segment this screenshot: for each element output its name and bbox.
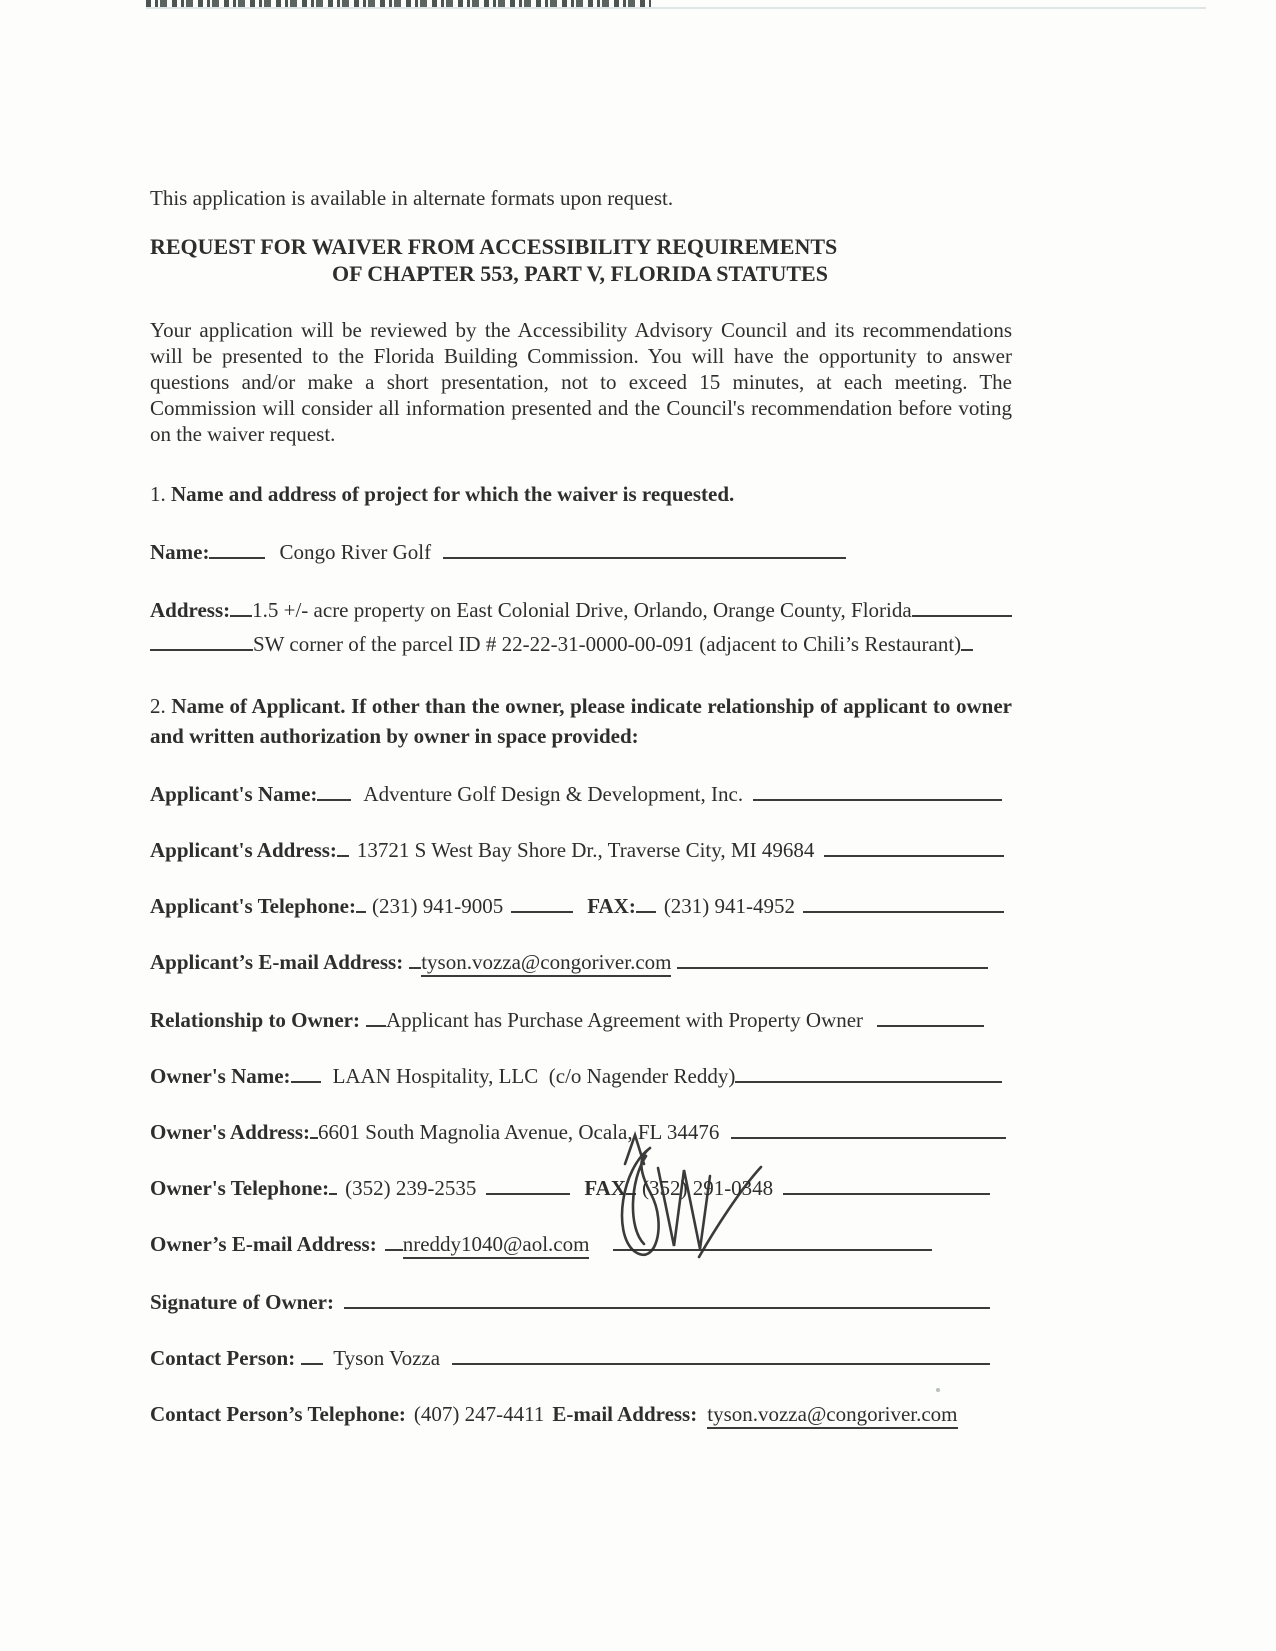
project-name-value: Congo River Golf	[279, 540, 432, 564]
contact-email-label: E-mail Address:	[552, 1402, 698, 1426]
applicant-email-value: tyson.vozza@congoriver.com	[421, 950, 671, 977]
fill-line	[452, 1348, 990, 1365]
field-row-owner-telephone	[150, 1176, 1012, 1201]
contact-email-value: tyson.vozza@congoriver.com	[707, 1402, 957, 1429]
fill-line	[803, 896, 1004, 913]
fill-line	[783, 1178, 990, 1195]
contact-telephone-value: (407) 247-4411	[413, 1402, 545, 1426]
field-row-contact-telephone	[150, 1402, 1012, 1429]
fill-line	[443, 542, 846, 559]
fill-line	[824, 840, 1004, 857]
fill-line	[877, 1010, 984, 1027]
contact-person-value: Tyson Vozza	[333, 1346, 441, 1370]
field-row-relationship	[150, 1008, 1012, 1033]
fill-line	[753, 784, 1002, 801]
field-row-applicant-name	[150, 782, 1012, 807]
relationship-label: Relationship to Owner:	[150, 1008, 360, 1032]
applicant-telephone-value: (231) 941-9005	[371, 894, 504, 918]
clipped-scan-text	[146, 0, 651, 7]
field-row-project-address	[150, 598, 1012, 623]
section2-number: 2.	[150, 694, 172, 718]
applicant-fax-value: (231) 941-4952	[663, 894, 796, 918]
owner-fax-label: FAX	[584, 1176, 626, 1200]
owner-telephone-value: (352) 239-2535	[345, 1176, 477, 1200]
section1-heading-text: Name and address of project for which the waiver is requested.	[171, 482, 735, 506]
field-row-owner-name	[150, 1064, 1012, 1089]
section2-heading	[150, 691, 1012, 751]
section2-heading-text: Name of Applicant. If other than the owner, please indicate relationship of applicant to owner and written authorization by owner in space provided:	[150, 694, 1012, 748]
blank-line	[356, 896, 366, 913]
field-row-contact-person	[150, 1346, 1012, 1371]
owner-signature-scrawl	[588, 1128, 783, 1278]
blank-line	[209, 542, 265, 559]
owner-name-label: Owner's Name:	[150, 1064, 291, 1088]
applicant-fax-label: FAX:	[587, 894, 636, 918]
project-address-label: Address:	[150, 598, 231, 622]
owner-email-label: Owner’s E-mail Address:	[150, 1232, 377, 1256]
applicant-name-value: Adventure Golf Design & Development, Inc.	[363, 782, 744, 806]
project-address-value-line1: 1.5 +/- acre property on East Colonial Drive, Orlando, Orange County, Florida	[252, 598, 912, 622]
owner-email-value: nreddy1040@aol.com	[403, 1232, 590, 1259]
section1-heading	[150, 479, 1012, 509]
field-row-owner-address	[150, 1120, 1012, 1145]
blank-line	[366, 1010, 386, 1027]
field-row-project-name	[150, 540, 1012, 565]
blank-line	[301, 1348, 323, 1365]
section1-number: 1.	[150, 482, 171, 506]
applicant-address-label: Applicant's Address:	[150, 838, 337, 862]
intro-paragraph: Your application will be reviewed by the Accessibility Advisory Council and its recommendations will be presented to the Florida Building Commission. You will have the opportunity to answer questions and/or make a short presentation, not to exceed 15 minutes, at each meeting. The Commission will consider all information presented and the Council's recommendation before voting on the waiver request.	[150, 318, 1012, 446]
owner-address-value: 6601 South Magnolia Avenue, Ocala, FL 34476	[318, 1120, 720, 1144]
contact-telephone-label: Contact Person’s Telephone:	[150, 1402, 406, 1426]
blank-line	[150, 634, 253, 651]
relationship-value: Applicant has Purchase Agreement with Property Owner	[386, 1008, 864, 1032]
owner-telephone-label: Owner's Telephone:	[150, 1176, 330, 1200]
signature-line	[344, 1292, 990, 1309]
blank-line	[337, 840, 349, 857]
blank-line	[409, 952, 421, 969]
field-row-signature	[150, 1290, 1012, 1315]
field-row-owner-email	[150, 1232, 1012, 1259]
owner-name-value: LAAN Hospitality, LLC (c/o Nagender Reddy)	[332, 1064, 736, 1088]
blank-line	[511, 896, 573, 913]
title-line-2: OF CHAPTER 553, PART V, FLORIDA STATUTES	[332, 261, 828, 286]
blank-line	[230, 600, 252, 617]
owner-address-label: Owner's Address:	[150, 1120, 311, 1144]
alternate-format-note: This application is available in alternate formats upon request.	[150, 186, 674, 210]
fill-line	[735, 1066, 1002, 1083]
applicant-address-value: 13721 S West Bay Shore Dr., Traverse City, MI 49684	[356, 838, 815, 862]
project-address-value-line2: SW corner of the parcel ID # 22-22-31-0000-00-091 (adjacent to Chili’s Restaurant)	[253, 632, 962, 656]
applicant-name-label: Applicant's Name:	[150, 782, 318, 806]
fill-line	[677, 952, 988, 969]
form-content	[150, 0, 1012, 1429]
signature-label: Signature of Owner:	[150, 1290, 334, 1314]
blank-line	[961, 634, 973, 651]
scan-speck	[936, 1388, 940, 1392]
field-row-applicant-email	[150, 950, 1012, 977]
document-title	[150, 233, 1012, 287]
applicant-email-label: Applicant’s E-mail Address:	[150, 950, 404, 974]
fill-line	[912, 600, 1012, 617]
owner-fax-value: (352) 291-0348	[641, 1176, 774, 1200]
contact-person-label: Contact Person:	[150, 1346, 296, 1370]
title-line-1: REQUEST FOR WAIVER FROM ACCESSIBILITY REQUIREMENTS	[150, 234, 838, 259]
scan-artifact-line	[146, 7, 1206, 9]
blank-line	[385, 1234, 403, 1251]
field-row-project-address-2	[150, 632, 1012, 657]
blank-line	[317, 784, 351, 801]
applicant-telephone-label: Applicant's Telephone:	[150, 894, 356, 918]
blank-line	[636, 896, 656, 913]
blank-line	[291, 1066, 321, 1083]
blank-line	[329, 1178, 337, 1195]
blank-line	[310, 1122, 318, 1139]
blank-line	[486, 1178, 570, 1195]
field-row-applicant-address	[150, 838, 1012, 863]
project-name-label: Name:	[150, 540, 210, 564]
field-row-applicant-telephone	[150, 894, 1012, 919]
